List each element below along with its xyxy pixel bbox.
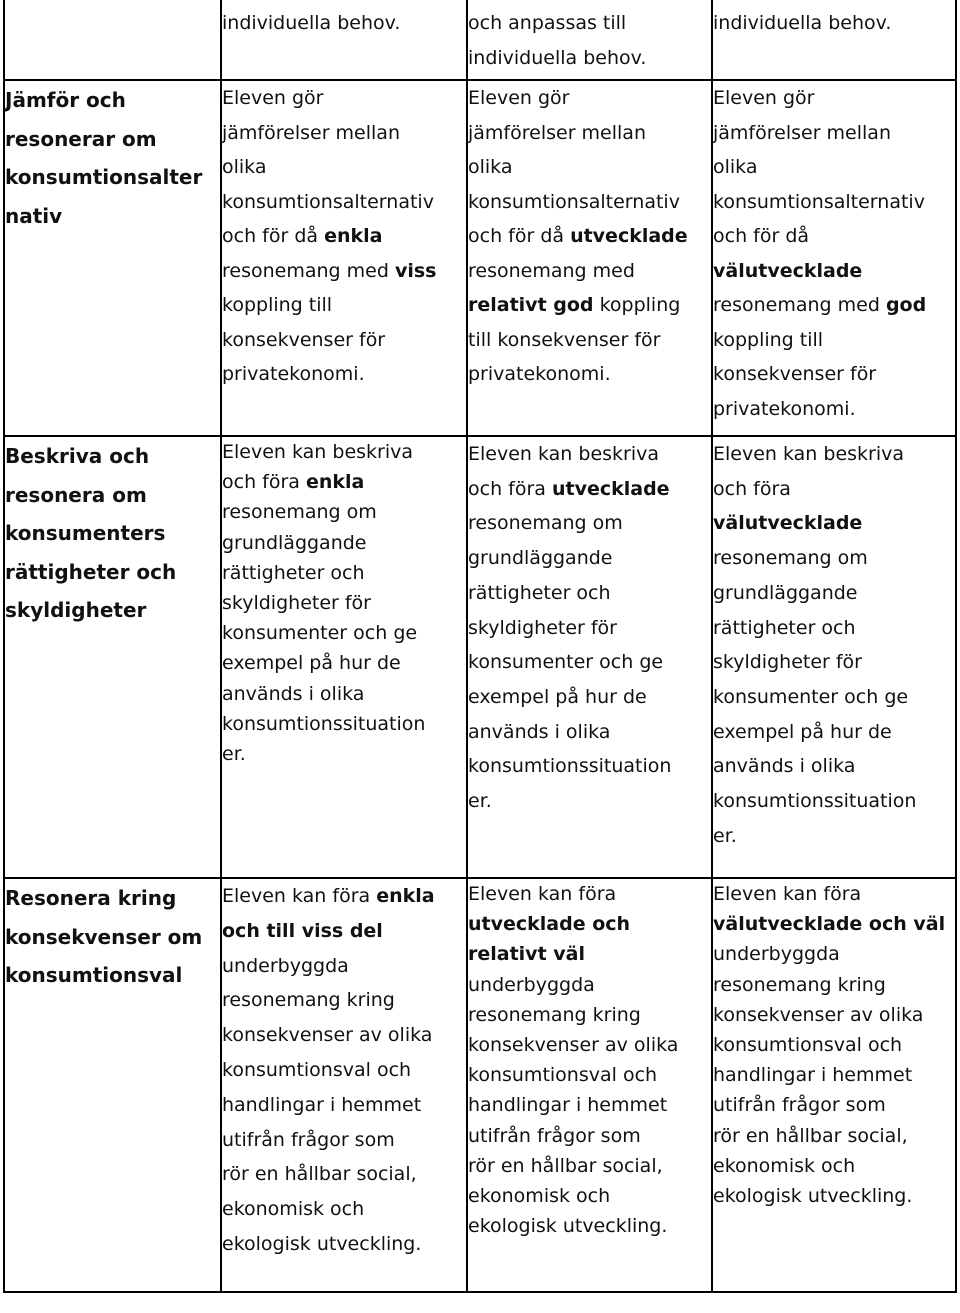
text-segment: Eleven gör: [222, 87, 324, 109]
text-segment: konsumtionsval och: [713, 1034, 903, 1057]
cell-text-line: [713, 715, 955, 750]
grade-c-cell: [467, 0, 712, 80]
text-segment: Eleven kan beskriva: [468, 443, 660, 465]
criterion-label-line: rättigheter och: [5, 559, 177, 584]
criterion-label-line: Resonera kring: [5, 886, 177, 910]
criterion-label-line: konsumenters: [5, 521, 166, 545]
text-segment: rör en hållbar social,: [222, 1163, 417, 1186]
text-segment: jämförelser mellan: [713, 121, 891, 144]
text-segment: Eleven kan föra: [222, 885, 377, 907]
emphasized-text: utvecklade: [551, 477, 670, 500]
criterion-label-line: konsumtionsval: [5, 963, 183, 987]
cell-text-line: [468, 970, 711, 1000]
cell-text-line: [468, 506, 711, 541]
text-segment: ekologisk utveckling.: [468, 1215, 668, 1238]
cell-text-line: [468, 357, 711, 392]
cell-text-line: [222, 185, 466, 220]
cell-text-line: [468, 1000, 711, 1030]
text-segment: ekonomisk och: [713, 1154, 856, 1177]
criterion-label-cell: [4, 80, 221, 436]
cell-text-line: [468, 939, 711, 969]
cell-text-line: [713, 611, 955, 646]
text-segment: och för då: [468, 225, 571, 247]
text-segment: koppling till: [713, 328, 824, 351]
cell-text-line: [222, 254, 466, 289]
text-segment: konsumtionsval och: [468, 1064, 658, 1087]
text-segment: rättigheter och: [222, 561, 365, 584]
criterion-label-cell: [4, 0, 221, 80]
text-segment: skyldigheter för: [222, 592, 371, 615]
text-segment: resonemang med: [468, 259, 635, 282]
text-segment: er.: [468, 790, 492, 813]
assessment-matrix-table: [3, 0, 957, 1293]
text-segment: ekonomisk och: [468, 1185, 611, 1208]
text-segment: och för då: [222, 225, 325, 247]
criterion-label-line: skyldigheter: [5, 598, 147, 622]
emphasized-text: enkla: [324, 225, 383, 247]
cell-text-line: [713, 909, 955, 939]
cell-text-line: [468, 1151, 711, 1181]
cell-text-line: [713, 749, 955, 784]
grade-c-cell: [467, 80, 712, 436]
cell-text-line: [468, 1060, 711, 1090]
text-segment: olika: [713, 156, 758, 178]
cell-text-line: [468, 680, 711, 715]
text-segment: resonemang med: [713, 294, 886, 316]
cell-text-line: [713, 116, 955, 151]
text-segment: ekologisk utveckling.: [713, 1185, 913, 1208]
text-segment: och föra: [222, 471, 306, 494]
text-segment: privatekonomi.: [222, 363, 365, 385]
cell-text-line: [468, 1121, 711, 1151]
emphasized-text: välutvecklade: [713, 512, 863, 535]
text-segment: konsumenter och ge: [468, 651, 664, 674]
cell-text-line: [713, 576, 955, 611]
grade-c-cell: [467, 878, 712, 1292]
text-segment: grundläggande: [713, 581, 858, 604]
text-segment: resonemang kring: [468, 1003, 641, 1026]
cell-text-line: [713, 1090, 955, 1120]
cell-text-line: [713, 185, 955, 220]
cell-text-line: [222, 1053, 466, 1088]
matrix-body: [4, 0, 956, 1292]
emphasized-text: välutvecklade och väl: [713, 913, 946, 936]
cell-text-line: [468, 288, 711, 323]
matrix-row: [4, 878, 956, 1292]
cell-text-line: [222, 558, 466, 588]
cell-text-line: [222, 150, 466, 185]
cell-text-line: [713, 1000, 955, 1030]
text-segment: resonemang kring: [222, 989, 395, 1012]
grade-a-cell: [712, 878, 956, 1292]
text-segment: underbyggda: [713, 943, 840, 966]
cell-text-line: [468, 185, 711, 220]
text-segment: och för då: [713, 225, 810, 247]
text-segment: skyldigheter för: [713, 651, 862, 674]
grade-a-cell: [712, 436, 956, 878]
text-segment: jämförelser mellan: [468, 121, 646, 144]
cell-text-line: [713, 1030, 955, 1060]
text-segment: rättigheter och: [468, 581, 611, 604]
cell-text-line: [468, 749, 711, 784]
cell-text-line: [468, 150, 711, 185]
text-segment: ekologisk utveckling.: [222, 1232, 422, 1255]
cell-text-line: [468, 41, 711, 76]
text-segment: ekonomisk och: [222, 1198, 365, 1221]
cell-text-line: [468, 1090, 711, 1120]
text-segment: Eleven gör: [468, 87, 570, 109]
emphasized-text: relativt väl: [468, 943, 585, 966]
cell-text-line: [222, 983, 466, 1018]
cell-text-line: [222, 1227, 466, 1262]
text-segment: till konsekvenser för: [468, 328, 661, 351]
cell-text-line: [713, 357, 955, 392]
cell-text-line: [713, 645, 955, 680]
cell-text-line: [222, 1157, 466, 1192]
text-segment: Eleven kan föra: [468, 883, 617, 905]
cell-text-line: [222, 739, 466, 769]
text-segment: privatekonomi.: [468, 363, 611, 385]
cell-text-line: [713, 939, 955, 969]
text-segment: utifrån frågor som: [222, 1128, 395, 1151]
emphasized-text: relativt god: [468, 294, 594, 316]
criterion-label-line: resonera om: [5, 482, 147, 507]
text-segment: används i olika: [713, 755, 856, 778]
cell-text-line: [222, 467, 466, 497]
cell-text-line: [222, 288, 466, 323]
text-segment: koppling till: [222, 294, 333, 316]
text-segment: handlingar i hemmet: [222, 1093, 422, 1116]
text-segment: underbyggda: [468, 973, 595, 996]
cell-text-line: [713, 541, 955, 576]
text-segment: rör en hållbar social,: [468, 1154, 663, 1177]
cell-text-line: [713, 879, 955, 909]
cell-text-line: [713, 150, 955, 185]
text-segment: används i olika: [222, 682, 365, 705]
criterion-label-cell: [4, 436, 221, 878]
cell-text-line: [468, 541, 711, 576]
text-segment: konsekvenser för: [222, 328, 386, 351]
cell-text-line: [222, 588, 466, 618]
cell-text-line: [468, 6, 711, 41]
grade-e-cell: [221, 0, 467, 80]
cell-text-line: [222, 1192, 466, 1227]
grade-e-cell: [221, 878, 467, 1292]
cell-text-line: [222, 6, 466, 41]
cell-text-line: [222, 437, 466, 467]
grade-a-cell: [712, 80, 956, 436]
criterion-label-line: konsumtionsalter: [5, 165, 203, 189]
text-segment: resonemang med: [222, 259, 395, 282]
text-segment: resonemang om: [713, 547, 868, 570]
cell-text-line: [468, 909, 711, 939]
text-segment: resonemang om: [468, 512, 623, 535]
text-segment: exempel på hur de: [222, 652, 401, 675]
cell-text-line: [713, 680, 955, 715]
emphasized-text: god: [885, 294, 927, 316]
cell-text-line: [468, 879, 711, 909]
cell-text-line: [713, 819, 955, 854]
text-segment: rättigheter och: [713, 616, 856, 639]
matrix-row: [4, 436, 956, 878]
cell-text-line: [222, 357, 466, 392]
text-segment: rör en hållbar social,: [713, 1124, 908, 1147]
cell-text-line: [468, 219, 711, 254]
cell-text-line: [222, 679, 466, 709]
criterion-label-line: Jämför och: [5, 88, 126, 112]
cell-text-line: [222, 949, 466, 984]
emphasized-text: enkla: [305, 471, 365, 494]
cell-text-line: [468, 1181, 711, 1211]
cell-text-line: [222, 914, 466, 949]
text-segment: olika: [468, 156, 513, 178]
cell-text-line: [713, 6, 955, 41]
grade-e-cell: [221, 80, 467, 436]
cell-text-line: [222, 648, 466, 678]
cell-text-line: [468, 1211, 711, 1241]
emphasized-text: viss: [394, 259, 437, 282]
cell-text-line: [468, 715, 711, 750]
text-segment: konsumtionssituation: [713, 790, 917, 813]
text-segment: Eleven gör: [713, 87, 815, 109]
cell-text-line: [222, 219, 466, 254]
cell-text-line: [222, 323, 466, 358]
grade-c-cell: [467, 436, 712, 878]
cell-text-line: [713, 219, 955, 254]
cell-text-line: [468, 576, 711, 611]
text-segment: resonemang om: [222, 501, 377, 524]
cell-text-line: [222, 1088, 466, 1123]
cell-text-line: [222, 618, 466, 648]
emphasized-text: enkla: [376, 885, 435, 907]
cell-text-line: [713, 784, 955, 819]
cell-text-line: [468, 254, 711, 289]
text-segment: utifrån frågor som: [468, 1124, 641, 1147]
cell-text-line: [222, 1123, 466, 1158]
cell-text-line: [713, 288, 955, 323]
text-segment: individuella behov.: [713, 12, 892, 34]
cell-text-line: [222, 528, 466, 558]
text-segment: utifrån frågor som: [713, 1094, 886, 1117]
text-segment: konsumtionssituation: [222, 712, 426, 735]
cell-text-line: [713, 254, 955, 289]
text-segment: underbyggda: [222, 954, 349, 977]
cell-text-line: [713, 506, 955, 541]
text-segment: individuella behov.: [222, 12, 401, 34]
text-segment: er.: [713, 824, 737, 847]
matrix-row: [4, 80, 956, 436]
text-segment: jämförelser mellan: [222, 121, 400, 144]
text-segment: konsekvenser av olika: [222, 1024, 433, 1047]
criterion-label-line: Beskriva och: [5, 444, 150, 468]
text-segment: handlingar i hemmet: [468, 1094, 668, 1117]
text-segment: privatekonomi.: [713, 397, 856, 420]
cell-text-line: [468, 472, 711, 507]
cell-text-line: [468, 645, 711, 680]
emphasized-text: utvecklade och: [468, 913, 631, 936]
grade-e-cell: [221, 436, 467, 878]
text-segment: er.: [222, 743, 246, 766]
text-segment: olika: [222, 156, 267, 178]
cell-text-line: [222, 497, 466, 527]
grade-a-cell: [712, 0, 956, 80]
cell-text-line: [713, 970, 955, 1000]
text-segment: och anpassas till: [468, 12, 627, 34]
cell-text-line: [222, 1018, 466, 1053]
text-segment: konsumtionsalternativ: [468, 190, 680, 213]
cell-text-line: [713, 1181, 955, 1211]
text-segment: konsekvenser av olika: [468, 1034, 679, 1057]
cell-text-line: [713, 81, 955, 116]
cell-text-line: [222, 879, 466, 914]
cell-text-line: [713, 1121, 955, 1151]
cell-text-line: [468, 784, 711, 819]
text-segment: resonemang kring: [713, 973, 886, 996]
text-segment: konsumtionsalternativ: [713, 190, 925, 213]
text-segment: individuella behov.: [468, 46, 647, 69]
text-segment: konsekvenser för: [713, 363, 877, 385]
cell-text-line: [468, 116, 711, 151]
cell-text-line: [222, 709, 466, 739]
text-segment: konsumtionsalternativ: [222, 190, 434, 213]
cell-text-line: [713, 323, 955, 358]
text-segment: konsumtionssituation: [468, 755, 672, 778]
cell-text-line: [713, 437, 955, 472]
cell-text-line: [222, 81, 466, 116]
text-segment: grundläggande: [468, 547, 613, 570]
text-segment: Eleven kan föra: [713, 883, 862, 905]
cell-text-line: [468, 81, 711, 116]
emphasized-text: och till viss del: [222, 919, 383, 942]
text-segment: Eleven kan beskriva: [713, 443, 905, 465]
text-segment: konsumenter och ge: [713, 685, 909, 708]
text-segment: Eleven kan beskriva: [222, 441, 414, 463]
criterion-label-line: konsekvenser om: [5, 924, 203, 949]
criterion-label-line: nativ: [5, 203, 63, 228]
text-segment: exempel på hur de: [713, 720, 892, 743]
cell-text-line: [713, 392, 955, 427]
text-segment: konsekvenser av olika: [713, 1003, 924, 1026]
text-segment: används i olika: [468, 720, 611, 743]
criterion-label-cell: [4, 878, 221, 1292]
cell-text-line: [468, 437, 711, 472]
text-segment: exempel på hur de: [468, 685, 647, 708]
emphasized-text: utvecklade: [570, 225, 688, 247]
cell-text-line: [713, 1151, 955, 1181]
matrix-row: [4, 0, 956, 80]
text-segment: konsumtionsval och: [222, 1058, 412, 1081]
cell-text-line: [468, 323, 711, 358]
text-segment: koppling: [593, 294, 681, 316]
cell-text-line: [468, 611, 711, 646]
cell-text-line: [713, 1060, 955, 1090]
text-segment: grundläggande: [222, 531, 367, 554]
cell-text-line: [468, 1030, 711, 1060]
text-segment: och föra: [468, 477, 552, 500]
cell-text-line: [713, 472, 955, 507]
text-segment: handlingar i hemmet: [713, 1064, 913, 1087]
text-segment: och föra: [713, 477, 791, 500]
criterion-label-line: resonerar om: [5, 126, 157, 151]
text-segment: konsumenter och ge: [222, 622, 418, 645]
cell-text-line: [222, 116, 466, 151]
text-segment: skyldigheter för: [468, 616, 617, 639]
emphasized-text: välutvecklade: [713, 259, 863, 282]
